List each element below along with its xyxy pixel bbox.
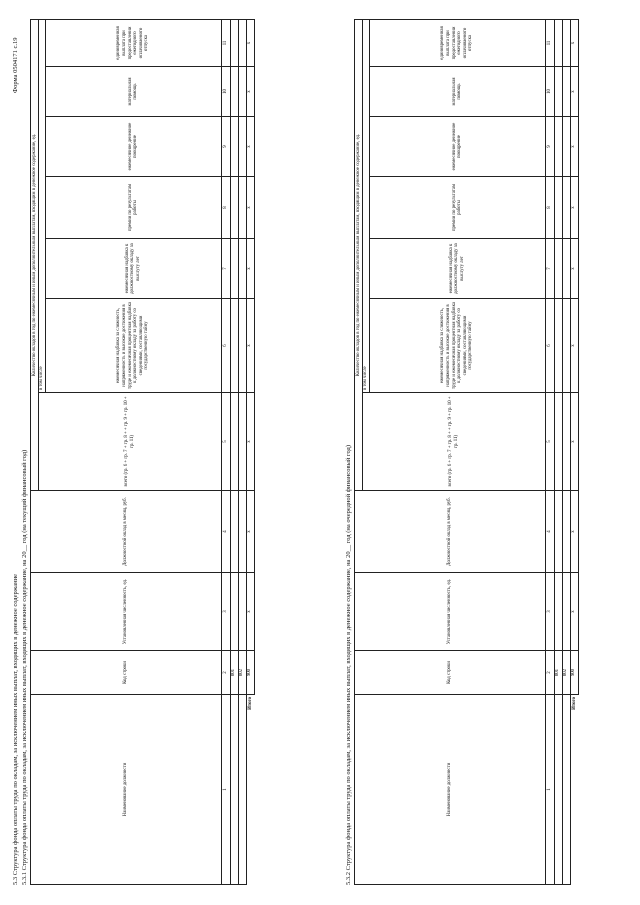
cell[interactable] [562, 117, 570, 177]
cell: x [246, 19, 254, 66]
cell-code: 002 [562, 651, 570, 695]
cell[interactable] [238, 239, 246, 299]
cell[interactable] [238, 573, 246, 651]
th-c6: ежемесячная надбавка за сложность, напряженность и высокие достижения в труде и ежемесячная процентная надбавка к должностному окладу за работу со сведениями, составляющими государственную тайну [369, 299, 545, 393]
col-number: 4 [545, 491, 554, 573]
cell[interactable] [230, 67, 238, 117]
col-number: 7 [221, 239, 230, 299]
cell-code: 900 [570, 651, 578, 695]
cell[interactable] [238, 299, 246, 393]
th-c7: ежемесячная надбавка к должностному окладу за выслугу лет [369, 239, 545, 299]
th-total: всего (гр. 6 + гр. 7 + гр. 8 + + гр. 9 + гр. 10 + гр. 11) [39, 393, 222, 491]
col-number: 10 [545, 67, 554, 117]
col-number: 5 [545, 393, 554, 491]
th-c6: ежемесячная надбавка за сложность, напряженность и высокие достижения в труде и ежемесячная процентная надбавка к должностному окладу за работу со сведениями, составляющими государственную тайну [45, 299, 221, 393]
th-code: Код строки [355, 651, 546, 695]
th-c8: премии по результатам работы [369, 177, 545, 239]
cell: x [570, 299, 578, 393]
cell[interactable] [238, 491, 246, 573]
cell-position[interactable] [562, 695, 570, 885]
table-row [230, 19, 238, 884]
col-number: 2 [545, 651, 554, 695]
cell[interactable] [554, 19, 562, 66]
col-number: 3 [221, 573, 230, 651]
th-c10: материальная помощь [369, 67, 545, 117]
cell: x [570, 573, 578, 651]
col-number: 1 [545, 695, 554, 885]
table-row-total [246, 19, 254, 884]
col-number: 3 [545, 573, 554, 651]
col-number: 8 [545, 177, 554, 239]
col-number: 5 [221, 393, 230, 491]
cell: x [570, 177, 578, 239]
table-row-total [570, 19, 578, 884]
th-total: всего (гр. 6 + гр. 7 + гр. 8 + + гр. 9 + гр. 10 + гр. 11) [363, 393, 546, 491]
cell: x [246, 573, 254, 651]
cell: x [246, 393, 254, 491]
cell[interactable] [562, 177, 570, 239]
th-position: Наименование должности [31, 695, 222, 885]
th-c10: материальная помощь [45, 67, 221, 117]
cell: x [570, 117, 578, 177]
th-staff: Установленная численность, ед. [355, 573, 546, 651]
cell[interactable] [238, 393, 246, 491]
th-group: Количество окладов в год по ежемесячным и иным дополнительным выплатам, входящим в денежное содержание, ед. [31, 19, 39, 490]
col-number: 7 [545, 239, 554, 299]
col-number: 9 [221, 117, 230, 177]
col-number: 6 [545, 299, 554, 393]
cell[interactable] [554, 67, 562, 117]
cell-code: 001 [230, 651, 238, 695]
cell[interactable] [554, 177, 562, 239]
cell[interactable] [562, 393, 570, 491]
th-salary: Должностной оклад в месяц, руб. [355, 491, 546, 573]
cell-code: 001 [554, 651, 562, 695]
th-in-that: в том числе [39, 19, 46, 392]
table1-caption: 5.3.1 Структура фонда оплаты труда по окладам, за исключением иных выплат, входящих в денежное содержание, на 20__ год (на текущий финансовый год) [21, 449, 28, 885]
section-title: 5.3 Структура фонда оплаты труда по окладам, за исключением иных выплат, входящих в денежное содержание [12, 574, 19, 885]
cell[interactable] [230, 117, 238, 177]
cell[interactable] [554, 299, 562, 393]
th-code: Код строки [31, 651, 222, 695]
col-number: 8 [221, 177, 230, 239]
col-number: 11 [545, 19, 554, 66]
col-number: 10 [221, 67, 230, 117]
cell: x [246, 299, 254, 393]
cell[interactable] [562, 67, 570, 117]
cell[interactable] [230, 393, 238, 491]
th-position: Наименование должности [355, 695, 546, 885]
cell[interactable] [230, 239, 238, 299]
col-number: 11 [221, 19, 230, 66]
cell[interactable] [554, 393, 562, 491]
table-row [562, 19, 570, 884]
th-in-that: в том числе [363, 19, 370, 392]
cell[interactable] [562, 299, 570, 393]
table2-caption: 5.3.2 Структура фонда оплаты труда по окладам, за исключением иных выплат, входящих в денежное содержание, на 20__ год (на очередной финансовый год) [345, 444, 352, 885]
th-c7: ежемесячная надбавка к должностному окладу за выслугу лет [45, 239, 221, 299]
table-row [554, 19, 562, 884]
cell: x [570, 67, 578, 117]
th-salary: Должностной оклад в месяц, руб. [31, 491, 222, 573]
cell[interactable] [238, 67, 246, 117]
cell[interactable] [554, 573, 562, 651]
cell: x [246, 177, 254, 239]
itogo-label: Итого [247, 697, 253, 710]
cell-position[interactable] [238, 695, 246, 885]
cell[interactable] [238, 19, 246, 66]
cell[interactable] [562, 19, 570, 66]
th-staff: Установленная численность, ед. [31, 573, 222, 651]
cell[interactable] [554, 491, 562, 573]
cell: x [246, 67, 254, 117]
col-number: 2 [221, 651, 230, 695]
cell-position[interactable] [554, 695, 562, 885]
cell[interactable] [230, 177, 238, 239]
itogo-label: Итого [571, 697, 577, 710]
cell-code: 900 [246, 651, 254, 695]
col-number: 9 [545, 117, 554, 177]
th-c9: ежемесячное денежное поощрение [45, 117, 221, 177]
cell: x [570, 393, 578, 491]
cell: x [570, 19, 578, 66]
cell: x [246, 117, 254, 177]
th-group: Количество окладов в год по ежемесячным и иным дополнительным выплатам, входящим в денежное содержание, ед. [355, 19, 363, 490]
cell[interactable] [230, 19, 238, 66]
cell: x [246, 491, 254, 573]
cell[interactable] [562, 573, 570, 651]
cell: x [246, 239, 254, 299]
table-row [238, 19, 246, 884]
cell[interactable] [562, 491, 570, 573]
col-number: 6 [221, 299, 230, 393]
th-c11: единовременная выплата при предоставлении ежегодного оплачиваемого отпуска [45, 19, 221, 66]
table2 [354, 19, 579, 885]
th-c11: единовременная выплата при предоставлении ежегодного оплачиваемого отпуска [369, 19, 545, 66]
col-number: 4 [221, 491, 230, 573]
cell[interactable] [230, 491, 238, 573]
col-number: 1 [221, 695, 230, 885]
form-code: Форма 0504171 с.19 [12, 37, 19, 93]
cell: x [570, 239, 578, 299]
cell[interactable] [230, 573, 238, 651]
cell: x [570, 491, 578, 573]
cell[interactable] [238, 177, 246, 239]
cell[interactable] [554, 239, 562, 299]
cell-code: 002 [238, 651, 246, 695]
table1 [30, 19, 255, 885]
th-c9: ежемесячное денежное поощрение [369, 117, 545, 177]
th-c8: премии по результатам работы [45, 177, 221, 239]
cell[interactable] [230, 299, 238, 393]
cell[interactable] [554, 117, 562, 177]
cell[interactable] [238, 117, 246, 177]
cell[interactable] [562, 239, 570, 299]
cell-position[interactable] [230, 695, 238, 885]
